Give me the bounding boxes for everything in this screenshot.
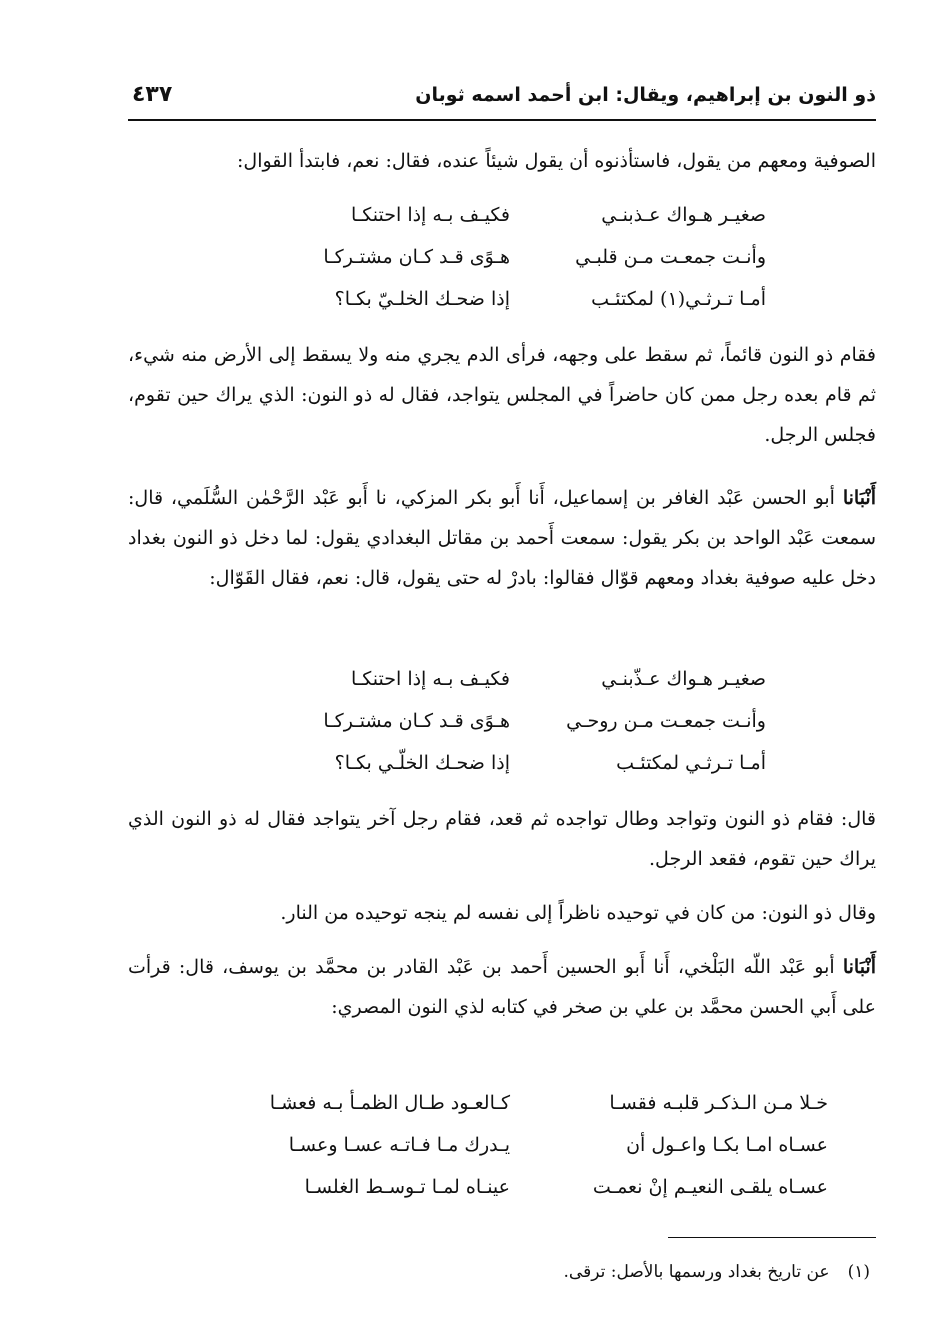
verse-3-2-second: يـدرك مـا فـاتـه عسـا وعسـا [288,1134,510,1156]
paragraph-4: قال: فقام ذو النون وتواجد وطال تواجده ثم قعد، فقام رجل آخر يتواجد فقال له ذو النون الذي يراك حين تقوم، فقعد الرجل. [128,808,876,870]
verse-1-3-second: إذا ضحـك الخلـيّ بكـا؟ [334,288,510,310]
isnad-lead: أَنْبَانا [842,487,876,509]
verse-3-2-first: عسـاه امـا بكـا واعـول أن [626,1134,828,1156]
verse-1-1-first: صغيـر هـواك عـذبنـي [601,204,766,226]
verse-2-2-second: هـوًى قـد كـان مشتـركـا [323,710,510,732]
verse-2-3-first: أمـا تـرثـي لمكتئـب [616,752,766,774]
verse-3-1-first: خـلا مـن الـذكـر قلبـه فقسـا [609,1092,828,1114]
verse-1-3-first: أمـا تـرثـي(١) لمكتئـب [591,288,766,310]
verse-3-3-second: عينـاه لمـا تـوسـط الغلسـا [304,1176,510,1198]
footnote [564,1262,870,1282]
verse-2-1-first: صغيـر هـواك عـذّبنـي [601,668,766,690]
verse-2-1-second: فكيـف بـه إذا احتنكـا [350,668,510,690]
paragraph-5: وقال ذو النون: من كان في توحيده ناظراً إلى نفسه لم ينجه توحيده من النار. [280,902,876,924]
isnad-lead: أَنْبَانا [842,956,876,978]
header-rule [128,119,876,121]
verse-1-1-second: فكيـف بـه إذا احتنكـا [350,204,510,226]
footnote-rule [668,1237,876,1238]
page-number: ٤٣٧ [132,82,173,107]
footnote-text: عن تاريخ بغداد ورسمها بالأصل: ترقى. [563,1262,830,1282]
verse-2-2-first: وأنـت جمعـت مـن روحـي [566,710,766,732]
verse-3-3-first: عسـاه يلقـى النعيـم إنْ نعمـت [592,1176,828,1198]
paragraph-6 [128,947,876,1027]
paragraph-1: الصوفية ومعهم من يقول، فاستأذنوه أن يقول شيئاً عنده، فقال: نعم، فابتدأ القوال: [237,150,876,172]
running-header [128,80,876,118]
paragraph-3 [128,478,876,598]
header-title: ذو النون بن إبراهيم، ويقال: ابن أحمد اسمه ثوبان [415,84,876,106]
verse-3-1-second: كـالعـود طـال الظمـأ بـه فعشـا [269,1092,510,1114]
verse-2-3-second: إذا ضحـك الخلّـي بكـا؟ [334,752,510,774]
paragraph-3-text: أبو الحسن عَبْد الغافر بن إسماعيل، أَنا أَبو بكر المزكي، نا أَبو عَبْد الرَّحْمٰن السُّلَمي، قال: سمعت عَبْد الواحد بن بكر يقول: سمعت أَحمد بن مقاتل البغدادي يقول: لما دخل ذو النون بغداد دخل عليه صوفية بغداد ومعهم قوّال فقالوا: بادرْ له حتى يقول، قال: نعم، فقال القَوّال: [128,487,876,589]
verse-1-2-second: هـوًى قـد كـان مشتـركـا [323,246,510,268]
paragraph-6-text: أبو عَبْد اللّه البَلْخي، أَنا أَبو الحسين أَحمد بن عَبْد القادر بن محمَّد بن يوسف، قال: قرأت على أَبي الحسن محمَّد بن علي بن صخر في كتابه لذي النون المصري: [128,956,876,1018]
verse-1-2-first: وأنـت جمعـت مـن قلبـي [575,246,766,268]
footnote-number: (١) [847,1262,870,1282]
paragraph-2: فقام ذو النون قائماً، ثم سقط على وجهه، فرأى الدم يجري منه ولا يسقط إلى الأرض منه شيء، ثم قام بعده رجل ممن كان حاضراً في المجلس يتواجد، فقال له ذو النون: الذي يراك حين تقوم، فجلس الرجل. [128,344,876,446]
